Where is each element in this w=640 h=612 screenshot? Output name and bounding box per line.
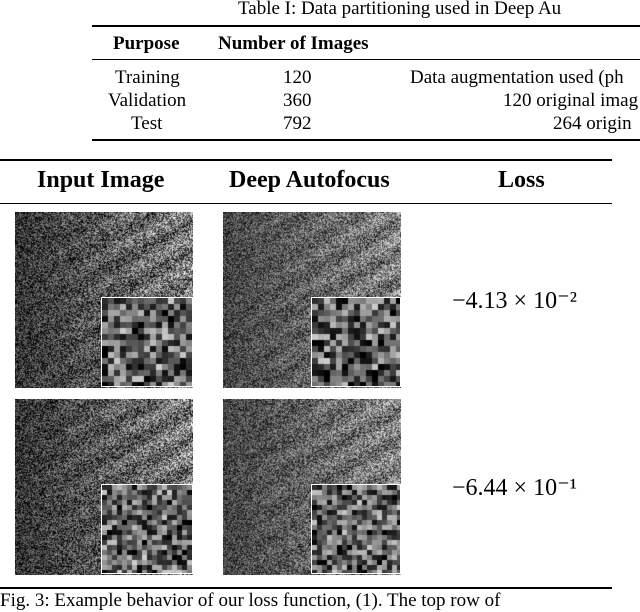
table-mid-rule — [92, 59, 640, 60]
table-row-purpose: Test — [131, 113, 163, 134]
table-header-purpose: Purpose — [113, 33, 180, 54]
zoom-inset — [312, 298, 400, 386]
zoom-inset — [102, 298, 192, 386]
table-row-note: 120 original imag — [503, 90, 639, 111]
figure-caption: Fig. 3: Example behavior of our loss function, (1). The top row of — [0, 590, 501, 611]
zoom-inset — [102, 485, 192, 573]
table-bottom-rule — [92, 139, 640, 141]
table-row-note: 264 origin — [553, 113, 632, 134]
table-row-count: 360 — [283, 90, 312, 111]
loss-value: −6.44 × 10⁻¹ — [452, 475, 577, 501]
table-row-purpose: Training — [115, 67, 180, 88]
figure-mid-rule — [0, 203, 612, 204]
figure-bottom-rule — [0, 587, 612, 589]
loss-value: −4.13 × 10⁻² — [452, 288, 577, 314]
table-row-note: Data augmentation used (ph — [410, 67, 624, 88]
table-row-count: 120 — [283, 67, 312, 88]
table-header-count: Number of Images — [218, 33, 369, 54]
zoom-inset — [312, 485, 400, 573]
figure-header-loss: Loss — [498, 167, 545, 193]
table-row-count: 792 — [283, 113, 312, 134]
table-row-purpose: Validation — [108, 90, 187, 111]
table-caption: Table I: Data partitioning used in Deep Au — [238, 0, 562, 19]
table-top-rule — [92, 25, 640, 27]
figure-top-rule — [0, 159, 612, 161]
figure-header-input: Input Image — [37, 167, 165, 193]
figure-header-autofocus: Deep Autofocus — [229, 167, 390, 193]
